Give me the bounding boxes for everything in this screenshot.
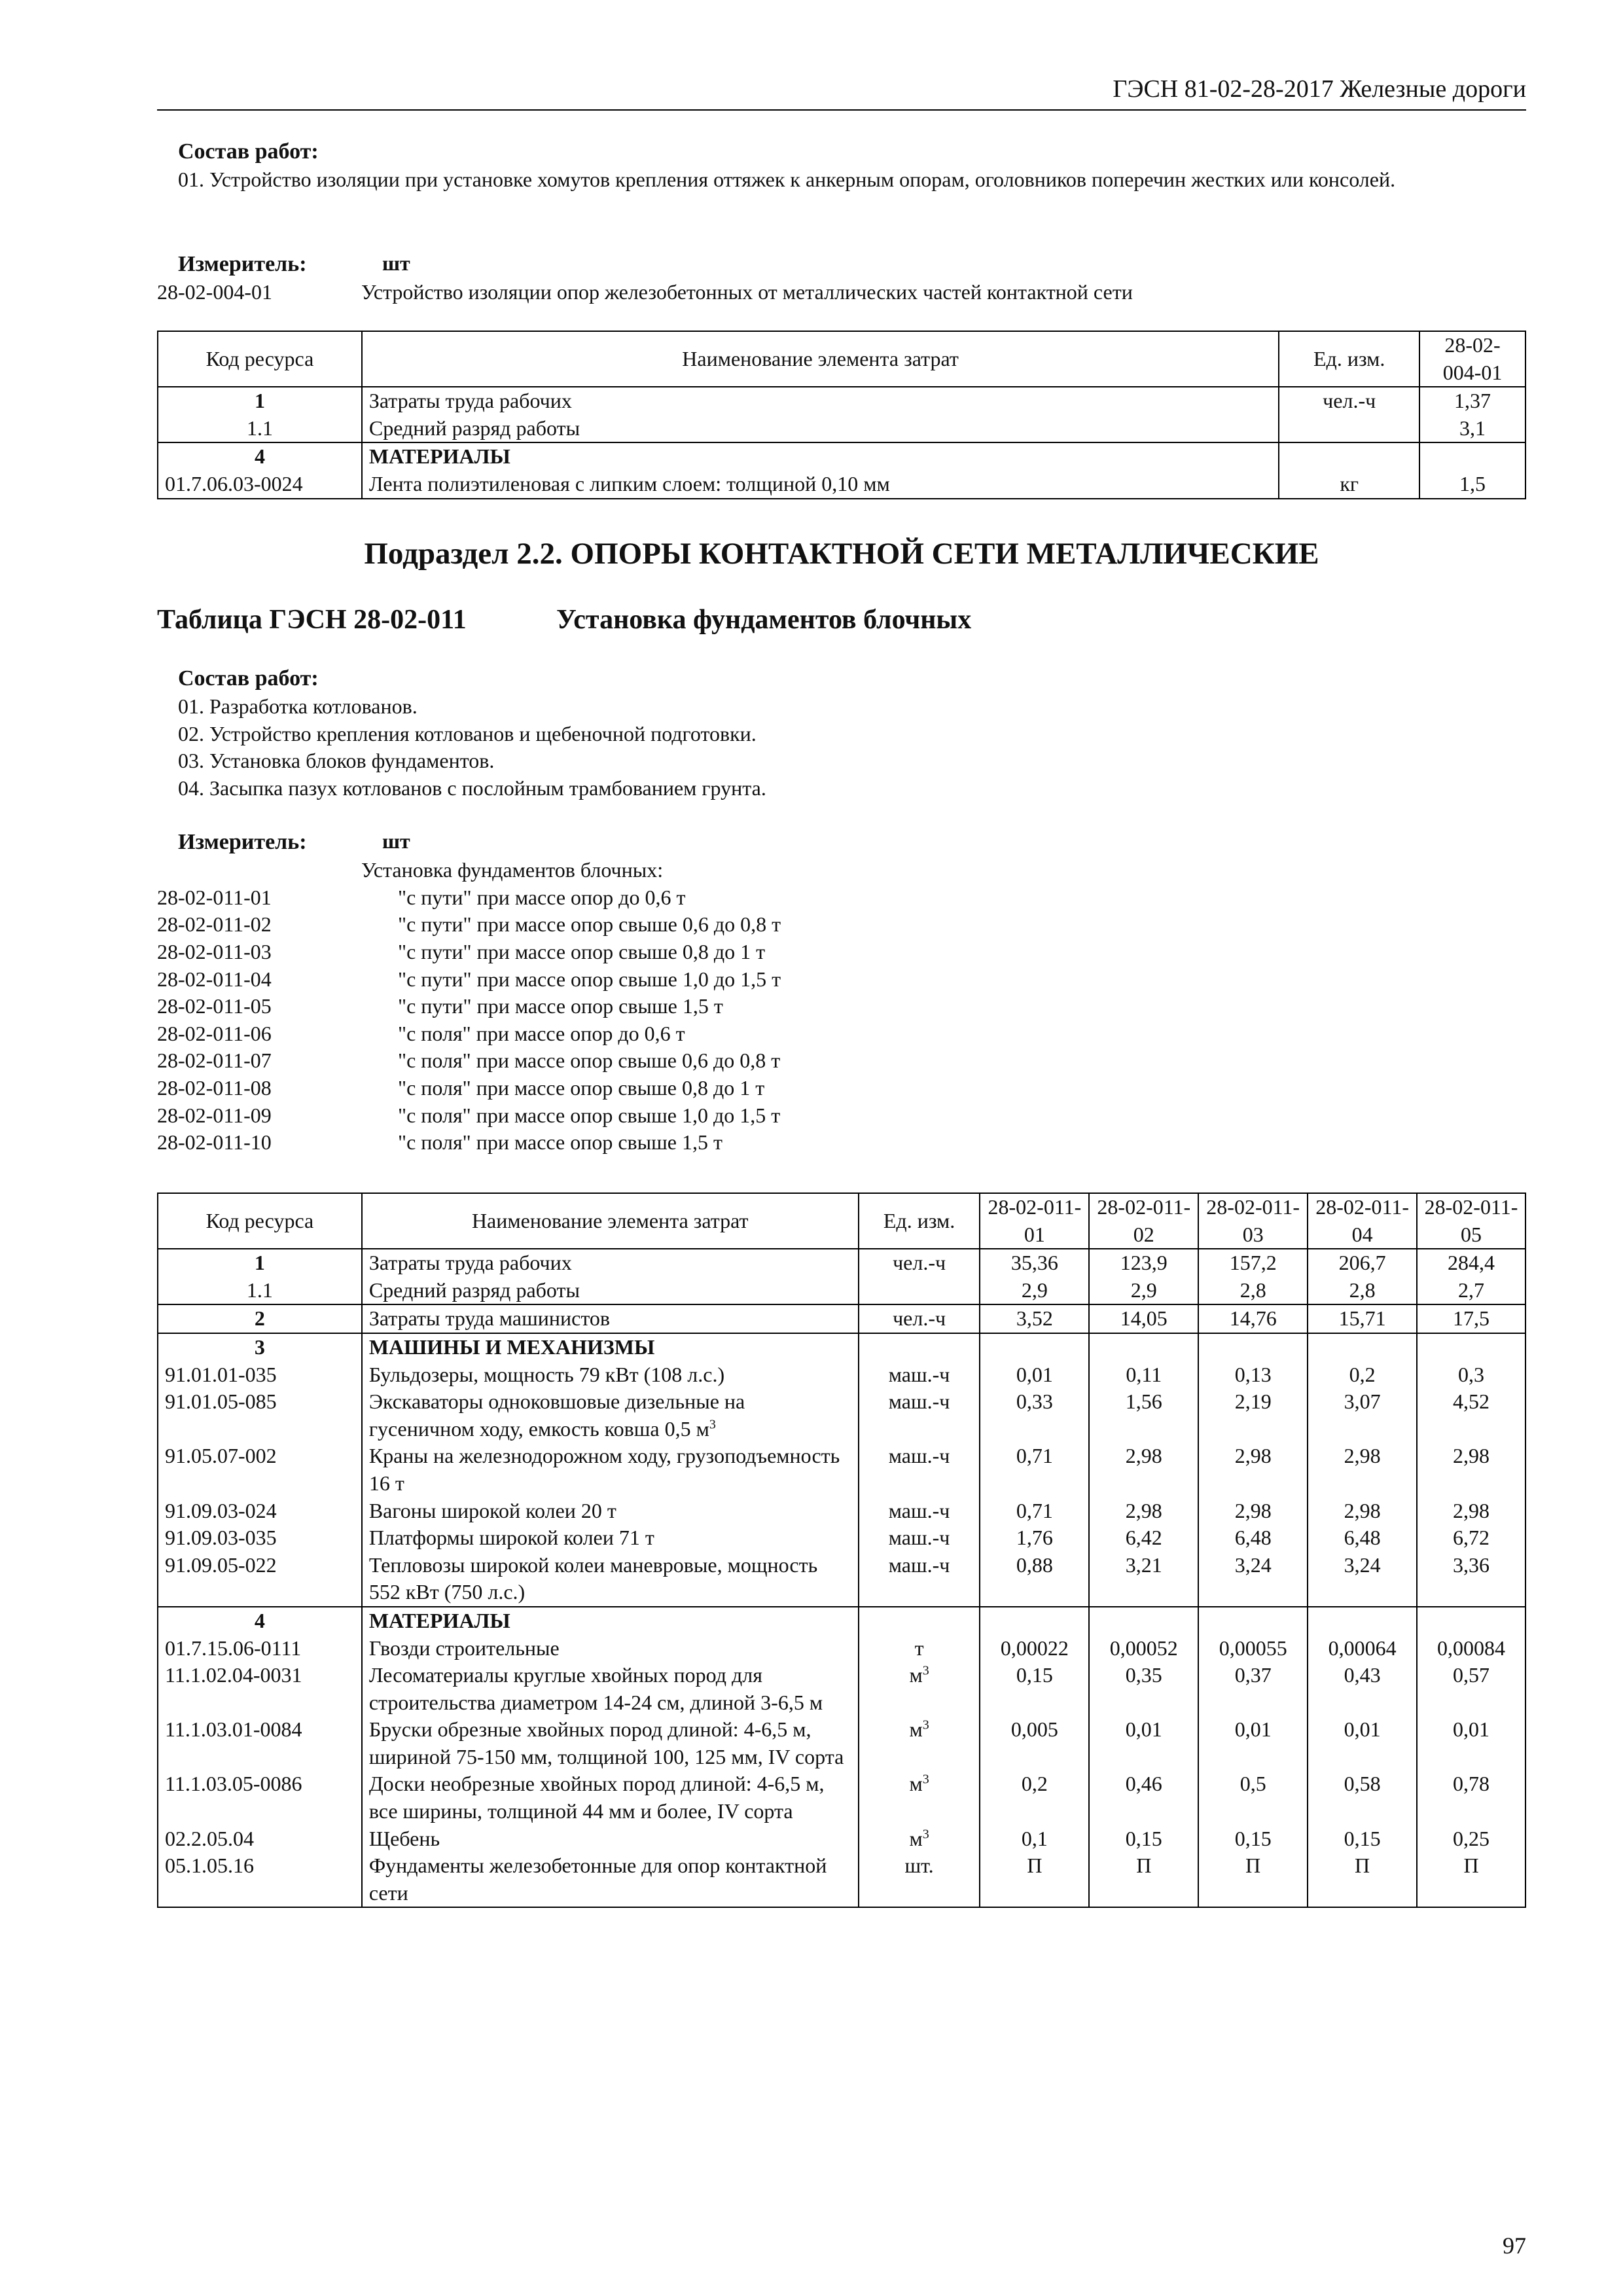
cell-value: 3,1 (1419, 415, 1525, 443)
cell-value (980, 1607, 1089, 1635)
cell-unit (859, 1249, 980, 1277)
cell-value: 0,2 (980, 1770, 1089, 1825)
cell-code: 91.01.05-085 (158, 1388, 362, 1443)
cell-value: 6,48 (1308, 1524, 1417, 1552)
cell-name-text: Экскаваторы одноковшовые дизельные на гусеничном ходу, емкость ковша 0,5 м (368, 1390, 745, 1441)
cell-value: 0,01 (1417, 1716, 1525, 1770)
cell-value: 15,71 (1308, 1304, 1417, 1333)
measure-item (157, 1020, 1526, 1048)
cell-value: 2,98 (1198, 1498, 1308, 1525)
cell-name-text: Доски необрезные хвойных пород длиной: 4-6,5 м, все ширины, толщиной 44 мм и более, IV сорта (368, 1772, 825, 1823)
cell-name-text: МАТЕРИАЛЫ (368, 1608, 510, 1632)
cell-value: 2,98 (1089, 1498, 1198, 1525)
cell-code: 4 (158, 442, 362, 471)
work-item: 04. Засыпка пазух котлованов с послойным трамбованием грунта. (178, 776, 766, 800)
cell-name (362, 1716, 859, 1770)
cell-value: 2,98 (1198, 1443, 1308, 1497)
cell-unit (859, 1277, 980, 1305)
cell-code: 91.09.05-022 (158, 1552, 362, 1607)
table-row (158, 1361, 1525, 1389)
cell-value: 2,7 (1417, 1277, 1525, 1305)
cell-code: 11.1.03.01-0084 (158, 1716, 362, 1770)
cell-code: 1 (158, 387, 362, 415)
col-header-unit: Ед. изм. (859, 1193, 980, 1249)
cell-code: 4 (158, 1607, 362, 1635)
cell-code: 2 (158, 1304, 362, 1333)
measure-item-text: "с поля" при массе опор до 0,6 т (398, 1021, 685, 1045)
cell-value: 0,005 (980, 1716, 1089, 1770)
measure-item-code: 28-02-011-09 (157, 1103, 272, 1127)
table-row (158, 442, 1525, 471)
cell-value: 2,9 (1089, 1277, 1198, 1305)
table-row (158, 1852, 1525, 1907)
table-header-row (158, 1193, 1525, 1249)
cell-code: 91.05.07-002 (158, 1443, 362, 1497)
measure-item-code: 28-02-011-08 (157, 1075, 272, 1100)
cell-code: 11.1.03.05-0086 (158, 1770, 362, 1825)
cell-unit (859, 1770, 980, 1825)
col-header-norm: 28-02-011-02 (1089, 1193, 1198, 1249)
table-row (158, 415, 1525, 443)
table-row (158, 1770, 1525, 1825)
page-number: 97 (1503, 2233, 1526, 2259)
cell-unit-text: чел.-ч (893, 1306, 946, 1331)
cell-name (362, 1249, 859, 1277)
cell-value: 0,2 (1308, 1361, 1417, 1389)
cell-name (362, 1388, 859, 1443)
work-composition-1 (157, 137, 1526, 194)
cell-value: 4,52 (1417, 1388, 1525, 1443)
table-row (158, 471, 1525, 499)
measure-item-code: 28-02-011-04 (157, 967, 272, 991)
cell-unit (859, 1825, 980, 1853)
cell-unit-text: маш.-ч (888, 1444, 950, 1468)
cell-unit (859, 1388, 980, 1443)
measure-label: Измеритель: (178, 252, 307, 276)
resource-table-2-wrap (157, 1193, 1526, 1908)
cell-unit: кг (1279, 471, 1419, 499)
table-row (158, 1388, 1525, 1443)
cell-unit-text: м (909, 1663, 923, 1687)
measure-item-text: "с поля" при массе опор свыше 1,0 до 1,5 т (398, 1103, 781, 1127)
cell-value: 0,78 (1417, 1770, 1525, 1825)
work-item: 01. Устройство изоляции при установке хомутов крепления оттяжек к анкерным опорам, оголовников поперечин жестких или консолей. (178, 168, 1396, 192)
cell-name-text: Тепловозы широкой колеи маневровые, мощность 552 кВт (750 л.с.) (368, 1552, 818, 1604)
cell-value: 0,43 (1308, 1662, 1417, 1716)
table-header-row (158, 331, 1525, 387)
measure-item-text: "с пути" при массе опор свыше 1,0 до 1,5 т (398, 967, 781, 991)
cell-unit (859, 1524, 980, 1552)
cell-name (362, 1277, 859, 1305)
cell-value: 0,37 (1198, 1662, 1308, 1716)
cell-value: 0,15 (1089, 1825, 1198, 1853)
table-row (158, 387, 1525, 415)
cell-code: 91.09.03-035 (158, 1524, 362, 1552)
cell-name (362, 1852, 859, 1907)
cell-unit (859, 1443, 980, 1497)
superscript: 3 (922, 1663, 929, 1678)
cell-name-text: Щебень (368, 1826, 440, 1850)
cell-unit-text: шт. (904, 1854, 934, 1878)
cell-code: 1.1 (158, 415, 362, 443)
measure-item-code: 28-02-011-02 (157, 912, 272, 937)
cell-value: 0,3 (1417, 1361, 1525, 1389)
cell-value: П (1308, 1852, 1417, 1907)
resource-table-2 (157, 1193, 1526, 1908)
cell-value: 0,00084 (1417, 1635, 1525, 1662)
table-row (158, 1552, 1525, 1607)
cell-name: Затраты труда рабочих (362, 387, 1279, 415)
cell-name-text: Фундаменты железобетонные для опор контактной сети (368, 1854, 827, 1905)
cell-value (1308, 1607, 1417, 1635)
cell-value: 0,58 (1308, 1770, 1417, 1825)
cell-name-text: Лесоматериалы круглые хвойных пород для строительства диаметром 14-24 см, длиной 3-6,5 м (368, 1663, 823, 1714)
cell-value: 14,76 (1198, 1304, 1308, 1333)
cell-unit: чел.-ч (1279, 387, 1419, 415)
cell-code: 05.1.05.16 (158, 1852, 362, 1907)
measure-unit: шт (382, 251, 410, 275)
cell-value: 0,11 (1089, 1361, 1198, 1389)
col-header-name: Наименование элемента затрат (362, 1193, 859, 1249)
cell-value (1089, 1607, 1198, 1635)
cell-value: П (1089, 1852, 1198, 1907)
cell-name (362, 1662, 859, 1716)
resource-table-1-wrap (157, 331, 1526, 499)
col-header-name: Наименование элемента затрат (362, 331, 1279, 387)
cell-name (362, 1635, 859, 1662)
cell-value: 2,9 (980, 1277, 1089, 1305)
cell-unit-text: маш.-ч (888, 1390, 950, 1414)
cell-unit (859, 1716, 980, 1770)
cell-unit (859, 1304, 980, 1333)
cell-name (362, 1770, 859, 1825)
cell-value: 3,24 (1198, 1552, 1308, 1607)
cell-value: 0,5 (1198, 1770, 1308, 1825)
cell-value: 0,25 (1417, 1825, 1525, 1853)
measure-item (157, 1075, 1526, 1102)
cell-value: 0,33 (980, 1388, 1089, 1443)
cell-value: 0,00055 (1198, 1635, 1308, 1662)
cell-value: 2,98 (1089, 1443, 1198, 1497)
cell-value: 2,19 (1198, 1388, 1308, 1443)
cell-code: 3 (158, 1333, 362, 1361)
cell-value: 0,71 (980, 1443, 1089, 1497)
measure-item-text: "с пути" при массе опор до 0,6 т (398, 885, 686, 909)
cell-value: 1,37 (1419, 387, 1525, 415)
cell-name: Лента полиэтиленовая с липким слоем: толщиной 0,10 мм (362, 471, 1279, 499)
superscript: 3 (922, 1772, 929, 1787)
cell-unit-text: маш.-ч (888, 1498, 950, 1522)
cell-code: 02.2.05.04 (158, 1825, 362, 1853)
measure-item (157, 279, 1526, 306)
measure-item-text: "с пути" при массе опор свыше 1,5 т (398, 994, 723, 1018)
measure-item-text: "с поля" при массе опор свыше 1,5 т (398, 1130, 722, 1155)
cell-value: 2,98 (1417, 1498, 1525, 1525)
table-title (157, 602, 1526, 638)
superscript: 3 (922, 1717, 929, 1732)
cell-unit-text: чел.-ч (893, 1251, 946, 1275)
cell-value: 6,72 (1417, 1524, 1525, 1552)
subsection-title: Подраздел 2.2. ОПОРЫ КОНТАКТНОЙ СЕТИ МЕТАЛЛИЧЕСКИЕ (364, 537, 1319, 571)
measure-item-text: Устройство изоляции опор железобетонных от металлических частей контактной сети (361, 280, 1133, 304)
cell-value: 0,57 (1417, 1662, 1525, 1716)
cell-name-text: Затраты труда рабочих (368, 1251, 572, 1275)
cell-value: 3,21 (1089, 1552, 1198, 1607)
cell-value: 284,4 (1417, 1249, 1525, 1277)
cell-value (1198, 1607, 1308, 1635)
cell-value: 123,9 (1089, 1249, 1198, 1277)
cell-value: 0,01 (1089, 1716, 1198, 1770)
cell-name-text: Бульдозеры, мощность 79 кВт (108 л.с.) (368, 1362, 725, 1386)
table-row (158, 1524, 1525, 1552)
table-row (158, 1825, 1525, 1853)
cell-code: 01.7.15.06-0111 (158, 1635, 362, 1662)
cell-value: 1,5 (1419, 471, 1525, 499)
cell-name (362, 1361, 859, 1389)
cell-name: Средний разряд работы (362, 415, 1279, 443)
measure-item (157, 993, 1526, 1020)
cell-name: МАТЕРИАЛЫ (362, 442, 1279, 471)
table-row (158, 1333, 1525, 1361)
cell-code: 01.7.06.03-0024 (158, 471, 362, 499)
measure-item-code: 28-02-011-06 (157, 1021, 272, 1045)
work-composition-label: Состав работ: (178, 666, 319, 691)
cell-value: 2,98 (1417, 1443, 1525, 1497)
cell-value (1198, 1333, 1308, 1361)
measure-item-code: 28-02-011-01 (157, 885, 272, 909)
measure-block-2 (157, 828, 1526, 1157)
table-row (158, 1607, 1525, 1635)
cell-unit-text: т (914, 1636, 924, 1660)
cell-name-text: Бруски обрезные хвойных пород длиной: 4-6,5 м, шириной 75-150 мм, толщиной 100, 125 мм, IV сорта (368, 1717, 844, 1768)
cell-value: 0,46 (1089, 1770, 1198, 1825)
cell-value: 0,15 (980, 1662, 1089, 1716)
cell-unit (859, 1333, 980, 1361)
table-title-label: Таблица ГЭСН 28-02-011 (157, 605, 467, 635)
cell-name (362, 1304, 859, 1333)
measure-item-text: "с поля" при массе опор свыше 0,6 до 0,8 т (398, 1049, 781, 1073)
measure-item (157, 939, 1526, 966)
cell-value: П (1198, 1852, 1308, 1907)
col-header-unit: Ед. изм. (1279, 331, 1419, 387)
page-header (157, 73, 1526, 111)
cell-name (362, 1825, 859, 1853)
cell-unit (859, 1498, 980, 1525)
resource-table-1 (157, 331, 1526, 499)
cell-unit-text: м (909, 1772, 923, 1796)
cell-value (1308, 1333, 1417, 1361)
cell-name (362, 1333, 859, 1361)
col-header-norm: 28-02-011-03 (1198, 1193, 1308, 1249)
cell-value: 206,7 (1308, 1249, 1417, 1277)
cell-value (1419, 442, 1525, 471)
cell-unit-text: маш.-ч (888, 1362, 950, 1386)
measure-item-text: "с пути" при массе опор свыше 0,8 до 1 т (398, 939, 766, 963)
cell-value (1417, 1333, 1525, 1361)
cell-value: 0,1 (980, 1825, 1089, 1853)
cell-value: 0,00064 (1308, 1635, 1417, 1662)
cell-name-text: Краны на железнодорожном ходу, грузоподъемность 16 т (368, 1444, 840, 1495)
cell-value: 0,15 (1308, 1825, 1417, 1853)
cell-value: 6,42 (1089, 1524, 1198, 1552)
table-row (158, 1443, 1525, 1497)
cell-value: 157,2 (1198, 1249, 1308, 1277)
measure-item-code: 28-02-004-01 (157, 280, 272, 304)
table-title-name: Установка фундаментов блочных (556, 605, 972, 635)
cell-value: 3,07 (1308, 1388, 1417, 1443)
table-row (158, 1635, 1525, 1662)
cell-name-text: Затраты труда машинистов (368, 1306, 610, 1331)
table-row (158, 1277, 1525, 1305)
cell-unit (859, 1662, 980, 1716)
cell-value: 35,36 (980, 1249, 1089, 1277)
cell-code: 91.09.03-024 (158, 1498, 362, 1525)
cell-code: 1.1 (158, 1277, 362, 1305)
table-row (158, 1498, 1525, 1525)
measure-item (157, 911, 1526, 939)
measure-item-code: 28-02-011-07 (157, 1049, 272, 1073)
work-composition-2 (157, 664, 1526, 802)
cell-value: 3,36 (1417, 1552, 1525, 1607)
cell-name-text: МАШИНЫ И МЕХАНИЗМЫ (368, 1335, 655, 1359)
cell-unit (859, 1552, 980, 1607)
measure-item (157, 1102, 1526, 1130)
cell-unit-text: маш.-ч (888, 1526, 950, 1550)
superscript: 3 (709, 1417, 716, 1432)
cell-value: 0,00022 (980, 1635, 1089, 1662)
cell-value: П (1417, 1852, 1525, 1907)
cell-unit-text: маш.-ч (888, 1552, 950, 1577)
measure-label: Измеритель: (178, 830, 307, 854)
cell-name-text: Платформы широкой колеи 71 т (368, 1526, 654, 1550)
cell-value (1417, 1607, 1525, 1635)
measure-item-code: 28-02-011-05 (157, 994, 272, 1018)
cell-value: 0,13 (1198, 1361, 1308, 1389)
cell-value: 0,01 (1308, 1716, 1417, 1770)
cell-value: 2,8 (1308, 1277, 1417, 1305)
measure-item (157, 1129, 1526, 1157)
col-header-code: Код ресурса (158, 1193, 362, 1249)
measure-unit: шт (382, 829, 410, 853)
cell-unit (859, 1607, 980, 1635)
cell-unit (859, 1635, 980, 1662)
cell-name (362, 1443, 859, 1497)
cell-value: П (980, 1852, 1089, 1907)
document-title: ГЭСН 81-02-28-2017 Железные дороги (1113, 75, 1526, 103)
measure-item-text: "с пути" при массе опор свыше 0,6 до 0,8 т (398, 912, 781, 937)
cell-value: 0,01 (980, 1361, 1089, 1389)
measure-item (157, 1047, 1526, 1075)
measure-item-code: 28-02-011-03 (157, 939, 272, 963)
col-header-norm: 28-02-011-04 (1308, 1193, 1417, 1249)
cell-unit (1279, 442, 1419, 471)
measure-item (157, 966, 1526, 994)
cell-value: 1,76 (980, 1524, 1089, 1552)
table-row (158, 1249, 1525, 1277)
table-row (158, 1662, 1525, 1716)
cell-name (362, 1524, 859, 1552)
work-item: 02. Устройство крепления котлованов и щебеночной подготовки. (178, 721, 757, 745)
cell-value: 3,24 (1308, 1552, 1417, 1607)
cell-value: 0,01 (1198, 1716, 1308, 1770)
work-item: 03. Установка блоков фундаментов. (178, 749, 495, 773)
cell-value: 0,35 (1089, 1662, 1198, 1716)
col-header-code: Код ресурса (158, 331, 362, 387)
cell-unit-text: м (909, 1717, 923, 1742)
cell-code: 11.1.02.04-0031 (158, 1662, 362, 1716)
cell-value: 3,52 (980, 1304, 1089, 1333)
cell-unit-text: м (909, 1826, 923, 1850)
table-row (158, 1304, 1525, 1333)
cell-name-text: Средний разряд работы (368, 1278, 580, 1302)
cell-value: 17,5 (1417, 1304, 1525, 1333)
table-row (158, 1716, 1525, 1770)
col-header-norm: 28-02-011-05 (1417, 1193, 1525, 1249)
col-header-norm: 28-02-004-01 (1419, 331, 1525, 387)
measure-block-1 (157, 250, 1526, 306)
cell-value: 2,8 (1198, 1277, 1308, 1305)
cell-value: 0,15 (1198, 1825, 1308, 1853)
cell-name-text: Гвозди строительные (368, 1636, 560, 1660)
cell-value: 0,00052 (1089, 1635, 1198, 1662)
work-item: 01. Разработка котлованов. (178, 694, 418, 719)
superscript: 3 (922, 1827, 929, 1841)
work-composition-label: Состав работ: (178, 139, 319, 164)
cell-name (362, 1552, 859, 1607)
cell-name-text: Вагоны широкой колеи 20 т (368, 1498, 616, 1522)
cell-value: 1,56 (1089, 1388, 1198, 1443)
cell-code: 1 (158, 1249, 362, 1277)
cell-unit (1279, 415, 1419, 443)
cell-value: 2,98 (1308, 1443, 1417, 1497)
cell-name (362, 1498, 859, 1525)
cell-value: 0,71 (980, 1498, 1089, 1525)
cell-value: 0,88 (980, 1552, 1089, 1607)
cell-value (1089, 1333, 1198, 1361)
cell-unit (859, 1361, 980, 1389)
cell-value: 2,98 (1308, 1498, 1417, 1525)
cell-unit (859, 1852, 980, 1907)
cell-value: 6,48 (1198, 1524, 1308, 1552)
measure-group-title: Установка фундаментов блочных: (361, 858, 664, 882)
cell-value (980, 1333, 1089, 1361)
measure-item-text: "с поля" при массе опор свыше 0,8 до 1 т (398, 1075, 765, 1100)
measure-item (157, 884, 1526, 912)
cell-code: 91.01.01-035 (158, 1361, 362, 1389)
measure-item-code: 28-02-011-10 (157, 1130, 272, 1155)
cell-value: 14,05 (1089, 1304, 1198, 1333)
cell-name (362, 1607, 859, 1635)
col-header-norm: 28-02-011-01 (980, 1193, 1089, 1249)
